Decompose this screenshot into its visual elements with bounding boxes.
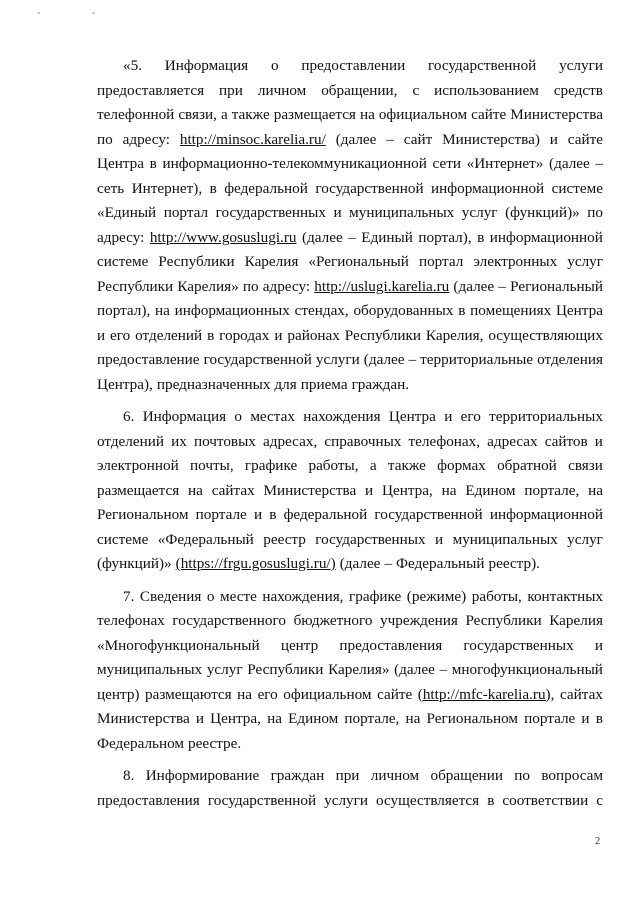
word: «Многофункциональный — [97, 636, 260, 654]
word: работы, — [471, 587, 522, 605]
word: государственных — [463, 636, 574, 654]
word: – — [498, 277, 506, 295]
word: и — [195, 710, 204, 727]
word: центр — [280, 636, 319, 654]
word: на — [155, 302, 170, 319]
text-line — [97, 764, 603, 789]
word: государственной — [374, 506, 483, 523]
word: Карелия» — [177, 277, 239, 295]
text-line — [97, 152, 603, 177]
text-line — [97, 405, 603, 430]
word: по — [587, 204, 603, 221]
word: портал — [418, 253, 464, 270]
page-number: 2 — [595, 836, 601, 847]
word: для — [274, 375, 297, 393]
word: государственной — [428, 57, 537, 74]
word: «Единый — [97, 204, 157, 221]
word: о — [206, 587, 215, 605]
word: информационно-телекоммуникационной — [162, 155, 427, 172]
word: граждан. — [351, 375, 410, 393]
word: оборудованных — [353, 302, 454, 319]
word: услуг — [461, 204, 498, 221]
word: Карелия — [244, 253, 299, 270]
word: сайтах — [559, 685, 603, 703]
word: 8. — [123, 767, 135, 784]
word: на — [188, 481, 203, 499]
text-line — [97, 430, 603, 455]
word: системе — [551, 179, 603, 197]
word: услуг — [567, 253, 603, 270]
text-line — [97, 201, 603, 226]
word: государственной — [207, 791, 317, 809]
word: предоставления — [97, 791, 200, 809]
text-line — [97, 454, 603, 479]
word: Центра — [97, 155, 144, 172]
word: адресу: — [97, 228, 145, 246]
word: и — [253, 506, 263, 523]
word: – — [384, 555, 393, 572]
word: осуществляющих — [488, 326, 603, 344]
word: муниципальных — [97, 661, 203, 678]
word: почтовых — [193, 432, 256, 450]
word: и — [435, 530, 444, 548]
text-line — [97, 299, 603, 324]
word: многофункциональный — [451, 661, 603, 678]
word: Карелия» — [328, 661, 390, 678]
word: на — [588, 481, 603, 499]
text-line — [97, 275, 603, 300]
word: Сведения — [139, 587, 202, 605]
word: – — [348, 228, 356, 246]
word: личном — [257, 81, 307, 99]
word: предоставление — [97, 351, 200, 368]
word: государственного — [172, 612, 286, 629]
word: Федеральный — [396, 555, 485, 572]
word: и — [549, 130, 558, 148]
paragraph-gap — [97, 397, 603, 405]
word: размещается — [273, 106, 356, 123]
document-body — [97, 54, 603, 813]
word: адресах, — [263, 432, 318, 450]
word: вопросам — [541, 767, 603, 784]
word: его — [110, 326, 131, 344]
text-line — [97, 54, 603, 79]
text-line — [97, 658, 603, 683]
word: бюджетного — [293, 612, 373, 629]
word: сайтах — [211, 481, 255, 499]
paragraph-gap — [97, 756, 603, 764]
word: использованием — [434, 81, 539, 99]
word: соответствии — [502, 791, 589, 809]
paragraph — [97, 585, 603, 757]
word: официальном — [378, 106, 468, 123]
word: графике — [244, 457, 298, 474]
word: телефонной — [97, 106, 175, 123]
word: стендах, — [294, 302, 349, 319]
word: 7. — [123, 587, 135, 605]
word: обратной — [497, 457, 557, 474]
word: на — [405, 710, 421, 727]
word: (далее — [302, 228, 343, 246]
word: на — [441, 481, 457, 499]
word: обращении, — [321, 81, 398, 99]
word: федеральной — [224, 179, 308, 197]
word: на — [267, 710, 282, 727]
word: отделений — [135, 326, 203, 344]
word: и — [365, 481, 374, 499]
word: федеральной — [283, 506, 368, 523]
word: о — [234, 408, 242, 425]
word: Информация — [164, 57, 249, 74]
word: телефонах — [97, 612, 165, 629]
word: (функций)» — [97, 555, 172, 572]
word: их — [171, 432, 187, 450]
word: Республики — [465, 612, 542, 629]
word: в — [595, 710, 603, 727]
word: в — [477, 228, 485, 246]
word: графике — [349, 587, 402, 605]
text-line — [97, 177, 603, 202]
word: предоставлении — [301, 57, 406, 74]
word: Карелия — [549, 612, 603, 629]
word: Центра — [555, 302, 603, 319]
text-line — [97, 585, 603, 610]
word: предназначенных — [156, 375, 271, 393]
word: информационной — [431, 179, 545, 197]
word: личном — [370, 767, 420, 784]
word: (далее — [363, 351, 405, 368]
word: связи, — [178, 106, 217, 123]
word: 6. — [123, 408, 135, 425]
word: Региональный — [510, 277, 603, 295]
word: в — [209, 179, 217, 197]
text-line — [97, 324, 603, 349]
text-line — [97, 128, 603, 153]
word: государственных — [315, 530, 426, 548]
word: услуги — [324, 791, 368, 809]
word: Едином — [288, 710, 339, 727]
word: Едином — [465, 481, 516, 499]
word: а — [220, 106, 228, 123]
word: Федеральном — [97, 734, 185, 752]
word: размещается — [97, 481, 180, 499]
url-link[interactable]: http://minsoc.karelia.ru/ — [179, 130, 326, 148]
word: адресу: — [122, 130, 170, 148]
text-line — [97, 226, 603, 251]
word: городах — [219, 326, 270, 344]
word: Карелия, — [425, 326, 484, 344]
word: сайтов — [544, 432, 588, 450]
word: реестре. — [188, 734, 242, 752]
word: и — [594, 432, 603, 450]
word: центр) — [97, 685, 140, 703]
word: адресу: — [262, 277, 311, 295]
word: по — [514, 767, 531, 784]
word: территориальных — [489, 408, 603, 425]
text-line — [97, 789, 603, 814]
word: телефонах, — [408, 432, 481, 450]
word: по — [97, 130, 113, 148]
word: услуги — [315, 351, 360, 368]
word: и — [274, 326, 283, 344]
word: сайте — [567, 130, 603, 148]
word: Центра, — [210, 710, 261, 727]
word: предоставления — [339, 636, 443, 654]
text-line — [97, 528, 603, 553]
word: по — [242, 277, 259, 295]
text-line — [97, 609, 603, 634]
word: почты, — [190, 457, 234, 474]
word: реестр — [263, 530, 306, 548]
word: (далее — [453, 277, 495, 295]
word: также — [231, 106, 270, 123]
word: его — [460, 408, 481, 425]
word: портал), — [418, 228, 472, 246]
text-line — [97, 250, 603, 275]
word: государственных — [215, 204, 326, 221]
word: а — [369, 457, 377, 474]
text-line — [97, 732, 603, 757]
word: в — [149, 155, 157, 172]
word: и — [97, 326, 106, 344]
word: местах — [250, 408, 295, 425]
text-line — [97, 103, 603, 128]
text-line — [97, 552, 603, 577]
word: электронных — [473, 253, 558, 270]
word: в — [458, 302, 466, 319]
word: Центра — [388, 408, 436, 425]
word: электронной — [97, 457, 179, 474]
word: средств — [553, 81, 603, 99]
word: адресах — [487, 432, 538, 450]
word: (далее — [549, 155, 590, 172]
word: государственной — [315, 179, 424, 197]
scan-marks: - - — [37, 8, 120, 19]
word: справочных — [324, 432, 402, 450]
word: сеть — [97, 179, 125, 197]
word: – — [439, 661, 448, 678]
word: районах — [287, 326, 340, 344]
word: муниципальных — [349, 204, 455, 221]
word: Региональном — [426, 710, 518, 727]
word: его — [257, 685, 278, 703]
word: Интернет), — [131, 179, 203, 197]
word: о — [270, 57, 279, 74]
word: в — [487, 791, 495, 809]
text-line — [97, 373, 603, 398]
word: информационных — [174, 302, 290, 319]
word: отделения — [537, 351, 603, 368]
word: Центра), — [97, 375, 153, 393]
word: Единый — [361, 228, 413, 246]
word: связи — [568, 457, 603, 474]
word: на — [359, 106, 375, 123]
word: при — [219, 81, 243, 99]
word: «Региональный — [308, 253, 409, 270]
word: работы, — [308, 457, 359, 474]
word: на — [237, 685, 253, 703]
word: портале — [524, 710, 576, 727]
word: портале, — [524, 481, 580, 499]
word: помещениях — [470, 302, 552, 319]
word: Министерства — [263, 481, 357, 499]
word: учреждения — [380, 612, 458, 629]
word: предоставляется — [97, 81, 205, 99]
word: реестр). — [488, 555, 540, 572]
word: муниципальных — [452, 530, 558, 548]
word: – — [408, 351, 417, 368]
paragraph — [97, 764, 603, 813]
paragraph — [97, 54, 603, 397]
text-line — [97, 683, 603, 708]
word: сайте — [471, 106, 507, 123]
word: Информирование — [145, 767, 260, 784]
word: (далее — [335, 130, 377, 148]
word: сайт — [403, 130, 433, 148]
word: Республики — [97, 277, 174, 295]
word: официальном — [283, 685, 372, 703]
text-line — [97, 348, 603, 373]
word: (режиме) — [406, 587, 467, 605]
word: месте — [220, 587, 257, 605]
url-link[interactable]: http://www.gosuslugi.ru — [149, 228, 297, 246]
word: граждан — [270, 767, 325, 784]
word: (далее — [339, 555, 381, 572]
word: системе — [97, 530, 149, 548]
word: (функций)» — [505, 204, 580, 221]
word: – — [386, 130, 394, 148]
word: и — [581, 710, 590, 727]
word: с — [412, 81, 420, 99]
url-link[interactable]: http://uslugi.karelia.ru — [314, 277, 450, 295]
url-link[interactable]: (https://frgu.gosuslugi.ru/) — [175, 555, 336, 572]
word: информационной — [489, 506, 603, 523]
word: портале — [195, 506, 247, 523]
word: с — [596, 791, 603, 809]
word: Центра, — [382, 481, 433, 499]
word: территориальные — [420, 351, 534, 368]
word: размещаются — [145, 685, 232, 703]
word: Информация — [142, 408, 227, 425]
word: «5. — [123, 57, 142, 74]
url-link[interactable]: (http://mfc-karelia.ru), — [417, 685, 555, 703]
word: услуги — [559, 57, 603, 74]
word: Министерства — [510, 106, 603, 123]
word: портал — [163, 204, 209, 221]
word: Республики — [344, 326, 421, 344]
word: портале, — [344, 710, 400, 727]
word: – — [595, 155, 603, 172]
word: портал), — [97, 302, 151, 319]
word: Республики — [247, 661, 324, 678]
word: нахождения, — [262, 587, 344, 605]
word: Республики — [158, 253, 235, 270]
paragraph-gap — [97, 577, 603, 585]
text-line — [97, 634, 603, 659]
text-line — [97, 479, 603, 504]
word: приема — [300, 375, 348, 393]
word: и — [594, 636, 603, 654]
text-line — [97, 79, 603, 104]
word: Министерства) — [442, 130, 540, 148]
word: контактных — [527, 587, 603, 605]
word: формах — [437, 457, 486, 474]
word: в — [207, 326, 215, 344]
word: Министерства — [97, 710, 190, 727]
word: и — [333, 204, 342, 221]
word: услуг — [567, 530, 603, 548]
word: сайте — [377, 685, 413, 703]
word: отделений — [97, 432, 165, 450]
word: Региональном — [97, 506, 189, 523]
word: в — [269, 506, 277, 523]
word: информационной — [489, 228, 603, 246]
word: (далее — [394, 661, 435, 678]
word: сети — [432, 155, 461, 172]
word: «Федеральный — [157, 530, 254, 548]
word: государственной — [203, 351, 312, 368]
word: нахождения — [303, 408, 381, 425]
word: осуществляется — [376, 791, 480, 809]
word: и — [444, 408, 453, 425]
word: обращении — [430, 767, 503, 784]
text-line — [97, 503, 603, 528]
paragraph — [97, 405, 603, 577]
word: услуг — [206, 661, 243, 678]
word: также — [387, 457, 426, 474]
word: при — [335, 767, 360, 784]
text-line — [97, 707, 603, 732]
word: системе — [97, 253, 149, 270]
word: «Интернет» — [466, 155, 544, 172]
